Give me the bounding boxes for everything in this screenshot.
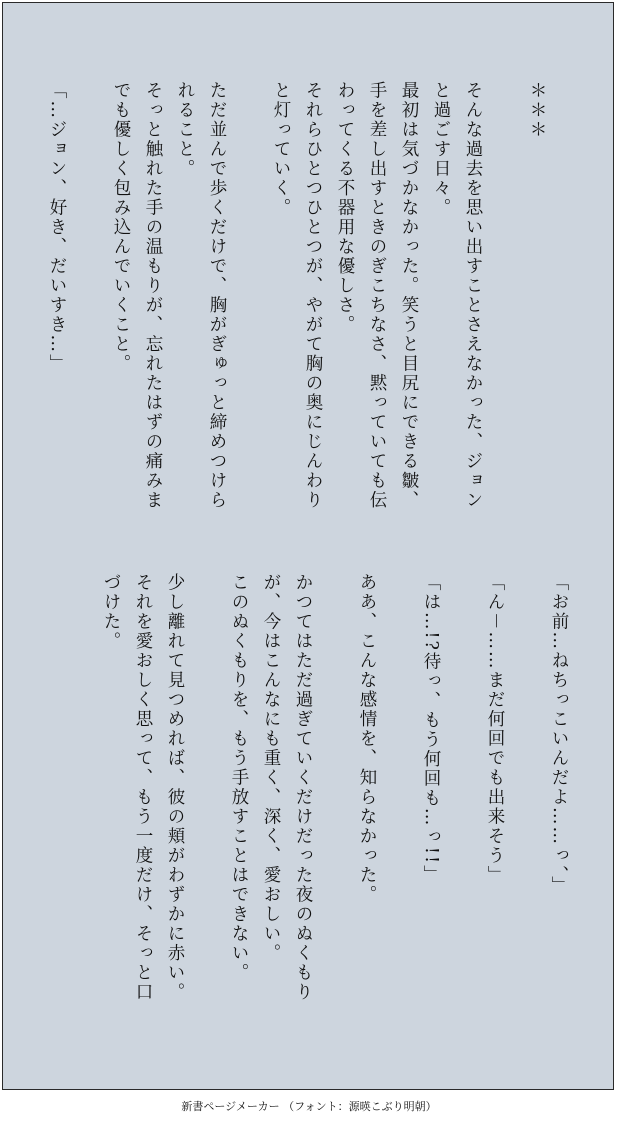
upper-text-block: ＊＊＊ そんな過去を思い出すことさえなかった、ジョン と過ごす日々。 最初は気づかなかった。笑うと目尻にできる皺、 手を差し出すときのぎこちなさ、黙っていても伝 わってくる不器用な優しさ。 それらひとつひとつが、やがて胸の奥にじんわり と灯っていく。 ただ並んで歩くだけで、胸がぎゅっと締めつけら れること。 そっと触れた手の温もりが、忘れたはずの痛みま でも優しく包み込んでいくこと。 「…ジョン、好き、だいすき…」 xyxy=(47,81,547,510)
lower-text-block: 「お前…ねちっこいんだよ……っ、」 「ん－……まだ何回でも出来そう」 「は…!?待っ、もう何回も…っ!!」 ああ、こんな感情を、知らなかった。 かつてはただ過ぎていくだけだった夜のぬくもり が、今はこんなにも重く、深く、愛おしい。 このぬくもりを、もう手放すことはできない。 少し離れて見つめれば、彼の頬がわずかに赤い。 それを愛おしく思って、もう一度だけ、そっと口 づけた。 xyxy=(101,573,569,1002)
novel-page xyxy=(2,2,614,1090)
footer-credit: 新書ページメーカー （フォント：源暎こぶり明朝） xyxy=(181,1100,437,1113)
